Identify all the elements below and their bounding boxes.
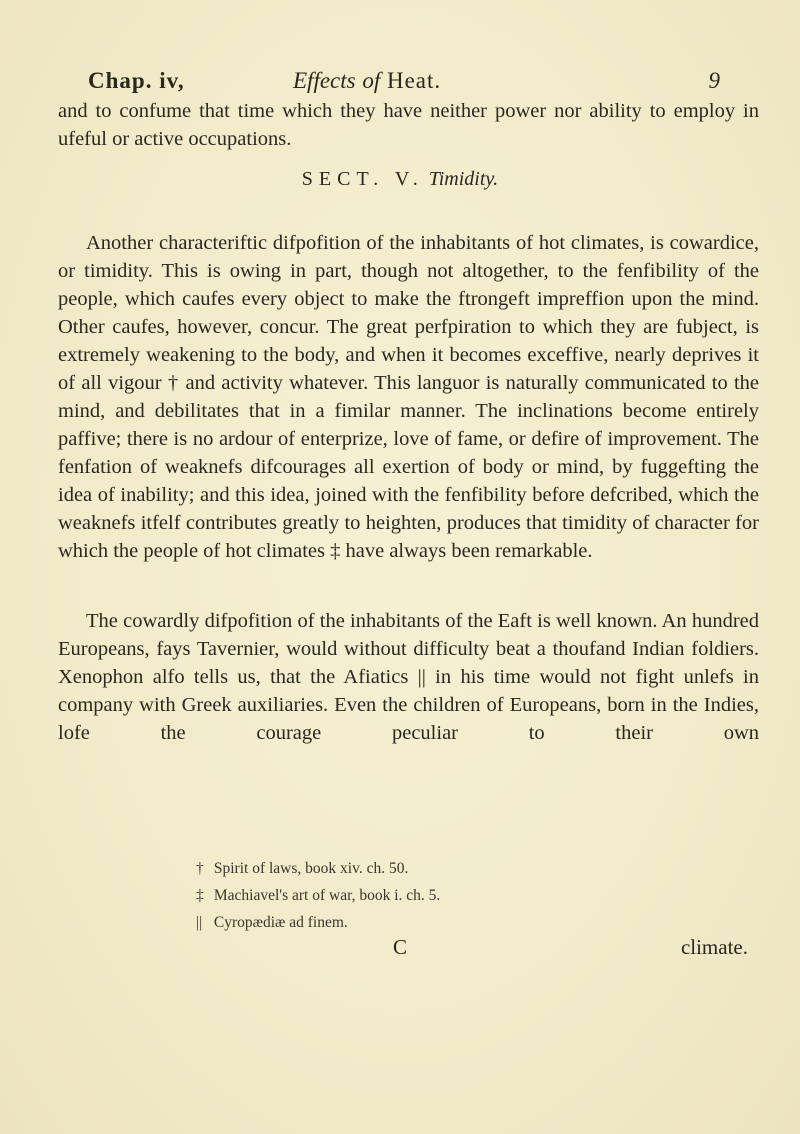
footnote-text: Spirit of laws, book xiv. ch. 50. <box>213 860 409 877</box>
section-title: Timidity. <box>428 168 499 190</box>
running-title <box>293 68 441 94</box>
footnote-mark: || <box>196 914 203 931</box>
section-label: SECT. V. <box>301 168 424 190</box>
footnote-mark: ‡ <box>196 887 204 904</box>
section-heading <box>0 168 800 191</box>
footnote-text: Machiavel's art of war, book i. ch. 5. <box>213 887 441 904</box>
running-header <box>88 68 720 98</box>
footnote <box>196 855 440 882</box>
page-number: 9 <box>708 68 720 93</box>
footnote-mark: † <box>196 860 204 877</box>
catchword: climate. <box>680 935 748 959</box>
running-title-effects: Effects <box>293 68 356 93</box>
signature-mark: C <box>393 935 408 959</box>
footnote <box>196 909 440 936</box>
paragraph-east: The cowardly difpofition of the inhabitants of the Eaft is well known. An hundred Europeans, fays Tavernier, would without difficulty beat a thoufand Indian foldiers. Xenophon alfo tells us, that the Afiatics || in his time would not fight unlefs in company with Greek auxiliaries. Even the children of Europeans, born in the Indies, lofe the courage peculiar to their own <box>58 610 759 744</box>
paragraph-timidity: Another characteriftic difpofition of the inhabitants of hot climates, is cowardice, or timidity. This is owing in part, though not altogether, to the fenfibility of the people, which caufes every object to make the ftrongeft impreffion upon the mind. Other caufes, however, concur. The great perfpiration to which they are fubject, is extremely weakening to the body, and when it becomes exceffive, nearly deprives it of all vigour † and activity whatever. This languor is naturally communicated to the mind, and debilitates that in a fimilar manner. The inclinations become entirely paffive; there is no ardour of enterprize, love of fame, or defire of improvement. The fenfation of weaknefs difcourages all exertion of body or mind, by fuggefting the idea of inability; and this idea, joined with the fenfibility before defcribed, which the weaknefs itfelf contributes greatly to heighten, produces that timidity of character for which the people of hot climates ‡ have always been remarkable. <box>58 232 759 562</box>
running-title-of: of <box>362 68 381 93</box>
chapter-heading: Chap. iv, <box>88 68 185 93</box>
intro-paragraph: and to confume that time which they have neither power nor ability to employ in ufeful or active occupations. <box>58 100 759 150</box>
footnote <box>196 882 440 909</box>
running-title-heat: Heat. <box>386 68 442 93</box>
footnotes <box>196 855 440 936</box>
footnote-text: Cyropædiæ ad finem. <box>213 914 348 931</box>
